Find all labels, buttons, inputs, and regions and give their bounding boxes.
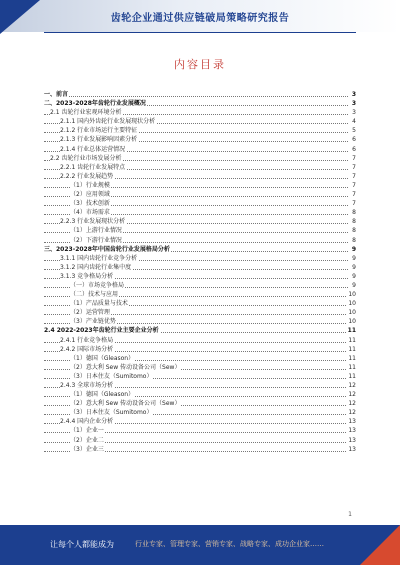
toc-entry[interactable] xyxy=(44,363,356,372)
toc-entry-title: 2.4.4 国内企业分析 xyxy=(60,418,114,426)
toc-entry[interactable] xyxy=(44,263,356,272)
toc-entry-title: 3.1.2 国内齿轮行业集中度 xyxy=(60,263,132,271)
toc-entry-page: 11 xyxy=(348,372,356,380)
toc-entry[interactable] xyxy=(44,399,356,408)
toc-entry[interactable] xyxy=(44,99,356,108)
toc-entry-title: 三、2023-2028年中国齿轮行业发展格局分析 xyxy=(44,245,170,253)
toc-entry-title: （3）企业三 xyxy=(70,445,104,453)
toc-entry[interactable] xyxy=(44,254,356,263)
toc-entry-page: 6 xyxy=(352,145,356,153)
toc-entry-page: 9 xyxy=(352,272,356,280)
toc-entry-title: 一、前言 xyxy=(44,91,69,98)
toc-entry-title: 2.2 齿轮行业市场发展分析 xyxy=(50,154,122,162)
toc-entry-title: 2.4.2 国际市场分析 xyxy=(60,345,114,353)
toc-entry-page: 8 xyxy=(352,227,356,235)
report-title: 齿轮企业通过供应链破局策略研究报告 xyxy=(110,13,290,24)
toc-entry[interactable] xyxy=(44,345,356,354)
toc-entry[interactable] xyxy=(44,90,356,99)
toc-entry-page: 12 xyxy=(348,382,356,389)
toc-entry-title: 2.1.2 行业市场运行主要特征 xyxy=(60,127,138,135)
toc-entry-page: 9 xyxy=(352,281,356,289)
toc-entry-title: （2）意大利 Sew 传动设备公司（Sew） xyxy=(70,400,181,408)
toc-entry-title: （3）日本住友（Sumitomo） xyxy=(70,409,153,417)
toc-entry[interactable] xyxy=(44,390,356,399)
toc-entry-page: 12 xyxy=(348,400,356,408)
toc-entry-title: （4）市场需求 xyxy=(70,209,110,217)
toc-entry-title: （1）德国（Gleason） xyxy=(70,354,135,362)
toc-entry[interactable] xyxy=(44,217,356,226)
toc-entry-title: （3）产业链优势 xyxy=(70,318,116,326)
toc-entry-page: 7 xyxy=(352,181,356,189)
toc-entry[interactable] xyxy=(44,154,356,163)
toc-entry-page: 12 xyxy=(348,409,356,417)
toc-entry-title: 2.1.4 行业总体运营情况 xyxy=(60,145,126,153)
toc-entry-title: 2.2.3 行业发展现状分析 xyxy=(60,218,126,226)
toc-entry-page: 7 xyxy=(352,154,356,162)
toc-entry-page: 10 xyxy=(348,309,356,317)
toc-entry-title: 2.1.1 国内外齿轮行业发展现状分析 xyxy=(60,118,156,126)
toc-entry[interactable] xyxy=(44,436,356,445)
toc-entry[interactable] xyxy=(44,317,356,326)
toc-entry-title: （3）日本住友（Sumitomo） xyxy=(70,372,153,380)
toc-entry-title: （1）行业规模 xyxy=(70,181,110,189)
toc-entry[interactable] xyxy=(44,108,356,117)
toc-entry-title: 二、2023-2028年齿轮行业发展概况 xyxy=(44,100,146,108)
toc-entry-page: 4 xyxy=(352,118,356,126)
toc-entry-page: 11 xyxy=(348,354,356,362)
toc-entry[interactable] xyxy=(44,226,356,235)
toc-entry-page: 3 xyxy=(352,109,356,117)
toc-entry-page: 9 xyxy=(352,254,356,262)
toc-entry-title: （1）上游行业情况 xyxy=(70,227,122,235)
toc-entry-page: 11 xyxy=(347,327,356,335)
toc-entry[interactable] xyxy=(44,117,356,126)
toc-entry-page: 10 xyxy=(348,300,356,308)
toc-entry-page: 9 xyxy=(351,245,356,253)
toc-entry[interactable] xyxy=(44,354,356,363)
toc-entry-title: （1）产品质量与技术 xyxy=(70,300,128,308)
toc-entry[interactable] xyxy=(44,326,356,335)
toc-entry[interactable] xyxy=(44,381,356,390)
footer-tagline: 行业专家、管理专家、营销专家、战略专家、成功企业家…… xyxy=(135,540,324,548)
toc-entry-title: （二）技术与应用 xyxy=(70,291,119,299)
toc-entry-page: 11 xyxy=(348,345,356,353)
toc-entry-title: 2.4.1 行业竞争格局 xyxy=(60,336,114,344)
toc-entry[interactable] xyxy=(44,172,356,181)
toc-entry-title: （1）德国（Gleason） xyxy=(70,391,135,399)
toc-entry-page: 13 xyxy=(348,445,356,453)
toc-entry[interactable] xyxy=(44,208,356,217)
toc-entry-page: 11 xyxy=(348,336,356,344)
toc-entry-title: 2.2.1 齿轮行业发展特点 xyxy=(60,163,126,171)
toc-entry[interactable] xyxy=(44,245,356,254)
toc-entry-page: 13 xyxy=(348,418,356,426)
toc-entry-page: 6 xyxy=(352,136,356,144)
toc-entry-page: 5 xyxy=(352,127,356,135)
toc-entry[interactable] xyxy=(44,372,356,381)
toc-entry[interactable] xyxy=(44,336,356,345)
toc-entry[interactable] xyxy=(44,299,356,308)
toc-entry-page: 8 xyxy=(352,209,356,217)
toc-entry-title: （1）企业一 xyxy=(70,427,104,435)
toc-leader-dots xyxy=(44,96,348,97)
toc-heading: 内容目录 xyxy=(174,58,226,71)
toc-entry-title: 2.1 齿轮行业宏观环境分析 xyxy=(50,109,122,117)
toc-entry-title: （2）企业二 xyxy=(70,436,104,444)
toc-entry-page: 7 xyxy=(352,200,356,208)
toc-entry-page: 8 xyxy=(352,236,356,244)
toc-entry[interactable] xyxy=(44,445,356,454)
toc-entry[interactable] xyxy=(44,135,356,144)
table-of-contents xyxy=(44,90,356,454)
toc-entry[interactable] xyxy=(44,281,356,290)
toc-entry-title: （3）技术创新 xyxy=(70,200,110,208)
toc-entry-title: 3.1.3 竞争格局分析 xyxy=(60,272,114,280)
toc-entry-title: （一）市场竞争格局 xyxy=(70,281,125,289)
toc-entry[interactable] xyxy=(44,417,356,426)
footer-accent-corner xyxy=(360,525,400,565)
toc-entry-title: （2）下游行业情况 xyxy=(70,236,122,244)
toc-entry-page: 10 xyxy=(348,291,356,299)
page-footer xyxy=(0,525,400,565)
toc-entry-page: 13 xyxy=(348,436,356,444)
toc-entry-page: 9 xyxy=(352,263,356,271)
toc-entry-title: 3.1.1 国内齿轮行业竞争分析 xyxy=(60,254,138,262)
toc-entry[interactable] xyxy=(44,126,356,135)
page-header xyxy=(0,0,400,34)
toc-entry[interactable] xyxy=(44,145,356,154)
toc-entry[interactable] xyxy=(44,290,356,299)
toc-entry-title: （2）运营管理 xyxy=(70,309,110,317)
toc-entry-page: 3 xyxy=(351,91,356,98)
toc-entry-page: 11 xyxy=(348,363,356,371)
toc-entry[interactable] xyxy=(44,236,356,245)
toc-entry-title: 2.2.2 行业发展趋势 xyxy=(60,172,114,180)
toc-entry[interactable] xyxy=(44,199,356,208)
footer-slogan: 让每个人都能成为 xyxy=(50,540,114,549)
toc-entry-title: 2.4 2022-2023年齿轮行业主要企业分析 xyxy=(44,327,159,335)
page-number: 1 xyxy=(348,511,352,518)
toc-entry-page: 13 xyxy=(348,427,356,435)
toc-entry-title: （2）意大利 Sew 传动设备公司（Sew） xyxy=(70,363,181,371)
toc-entry-page: 10 xyxy=(348,318,356,326)
toc-entry[interactable] xyxy=(44,308,356,317)
toc-entry-page: 12 xyxy=(348,391,356,399)
toc-entry[interactable] xyxy=(44,272,356,281)
toc-entry-page: 3 xyxy=(351,100,356,108)
toc-entry-page: 7 xyxy=(352,163,356,171)
toc-entry-title: （2）应用领域 xyxy=(70,191,110,199)
toc-entry-page: 7 xyxy=(352,172,356,180)
toc-entry-page: 7 xyxy=(352,191,356,199)
toc-entry[interactable] xyxy=(44,163,356,172)
toc-entry[interactable] xyxy=(44,408,356,417)
header-rule xyxy=(44,32,356,33)
toc-entry[interactable] xyxy=(44,426,356,435)
toc-entry-title: 2.1.3 行业发展影响因素分析 xyxy=(60,136,138,144)
toc-entry[interactable] xyxy=(44,190,356,199)
toc-entry-title: 2.4.3 全球市场分析 xyxy=(60,382,114,389)
toc-entry-page: 8 xyxy=(352,218,356,226)
toc-entry[interactable] xyxy=(44,181,356,190)
